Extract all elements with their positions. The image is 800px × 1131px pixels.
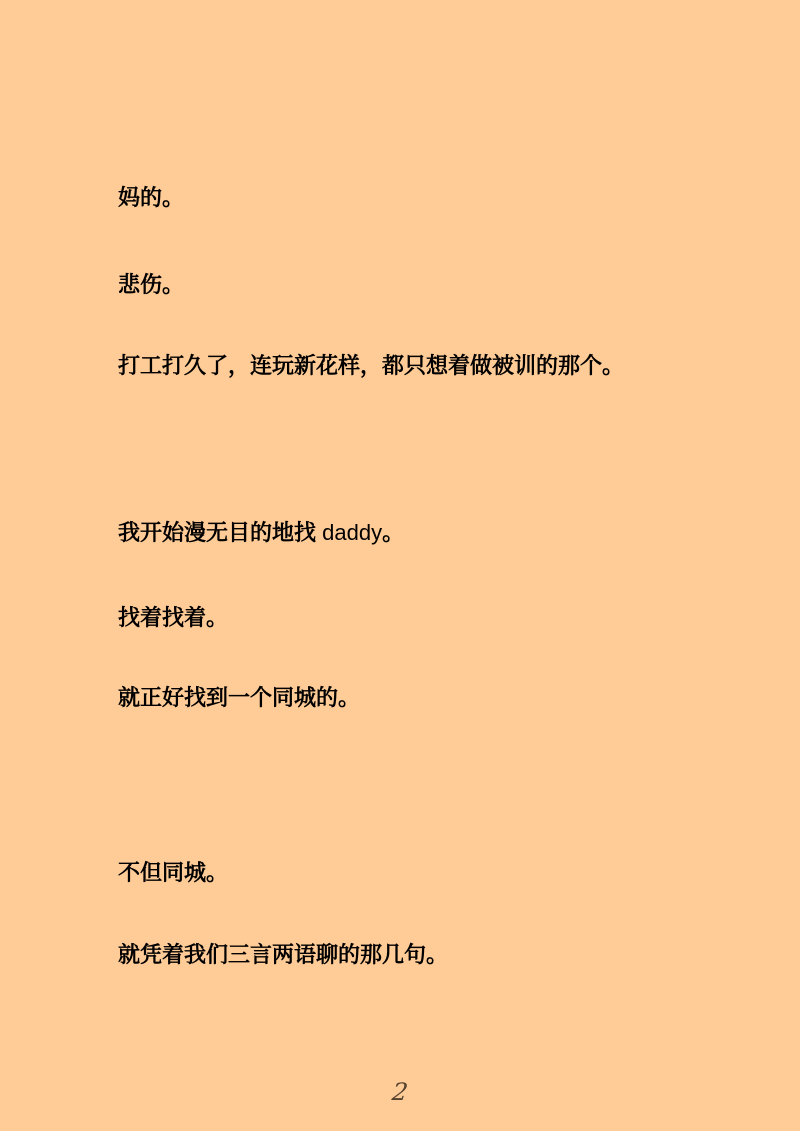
paragraph-line: 打工打久了，连玩新花样，都只想着做被训的那个。 [118, 353, 625, 378]
paragraph-line [118, 520, 404, 546]
paragraph-line: 不但同城。 [118, 860, 229, 885]
paragraph-line-segment-latin: daddy [322, 520, 383, 545]
paragraph-line-segment-punctuation: 。 [382, 520, 405, 545]
paragraph-line: 妈的。 [118, 185, 185, 210]
page-number: 2 [390, 1078, 410, 1106]
paragraph-line-segment-cjk: 我开始漫无目的地找 [118, 520, 323, 545]
paragraph-line: 悲伤。 [118, 272, 185, 297]
paragraph-line: 找着找着。 [118, 605, 229, 630]
paragraph-line: 就正好找到一个同城的。 [118, 685, 361, 710]
paragraph-line: 就凭着我们三言两语聊的那几句。 [118, 942, 449, 967]
